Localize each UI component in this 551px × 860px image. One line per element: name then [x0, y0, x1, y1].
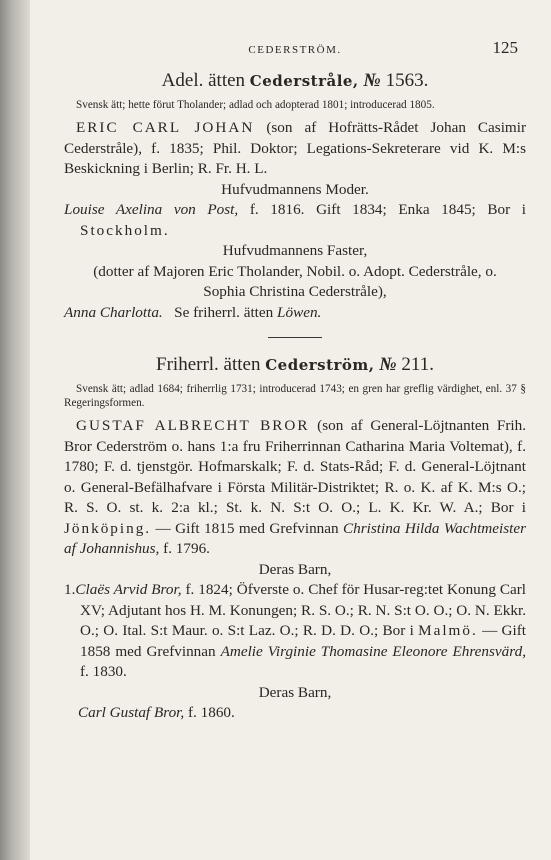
title-prefix: Friherrl. ätten: [156, 354, 261, 375]
grandchild-entry: [64, 703, 526, 724]
child-entry: [64, 580, 526, 683]
running-title: CEDERSTRÖM.: [248, 44, 342, 56]
aunt-text: (dotter af Majoren Eric Tholander, Nobil. o. Adopt. Cederstråle, o. Sophia Christina Cederstråle),: [93, 262, 497, 300]
entry-gustaf-albrecht-bror: [64, 416, 526, 560]
page-number: 125: [492, 38, 518, 57]
child-wife-name: Amelie Virginie Thomasine Eleonore Ehrensvärd,: [220, 642, 526, 660]
family-name: Cederström,: [265, 356, 375, 374]
aunt-heading: Hufvudmannens Faster,: [222, 242, 368, 259]
mother-city: Stockholm.: [80, 221, 170, 239]
family-note: Svensk ätt; hette förut Tholander; adlad och adopterad 1801; introducerad 1805.: [76, 99, 435, 111]
family-number: 1563.: [385, 70, 429, 91]
grandchildren-heading: Deras Barn,: [258, 683, 332, 701]
entry-text: (son af Hofrätts-Rådet Johan Casimir Cederstråle), f. 1835; Phil. Doktor; Legations-Sekreterare vid K. M:s Beskickning i Berlin; R. Fr. H. L.: [64, 119, 527, 177]
section-title-cederstrale: [64, 70, 526, 92]
child-number: 1.: [64, 581, 76, 598]
mother-entry: [64, 200, 526, 241]
aunt-name: Anna Charlotta.: [64, 303, 163, 321]
book-gutter: [0, 0, 30, 860]
entry-city: Jönköping.: [64, 519, 152, 537]
mother-text: f. 1816. Gift 1834; Enka 1845; Bor i: [249, 201, 527, 218]
title-prefix: Adel. ätten: [161, 70, 246, 91]
entry-name: ERIC CARL JOHAN: [76, 119, 255, 136]
page-content: [64, 38, 526, 724]
section-divider: [268, 337, 322, 338]
child-name: Claës Arvid Bror,: [75, 581, 182, 598]
grandchild-name: Carl Gustaf Bror,: [78, 704, 185, 721]
wife-born: f. 1796.: [163, 540, 210, 557]
family-number: 211.: [401, 354, 434, 375]
entry-name: GUSTAF ALBRECHT BROR: [76, 417, 310, 434]
grandchild-born: f. 1860.: [188, 704, 235, 721]
number-sign: №: [363, 70, 381, 91]
mother-heading: Hufvudmannens Moder.: [221, 180, 369, 198]
children-heading: Deras Barn,: [258, 560, 332, 578]
child-marriage: — Gift 1858 med Grefvinnan: [80, 622, 527, 660]
section-title-cederstrom: [64, 354, 526, 376]
mother-name: Louise Axelina von Post,: [64, 201, 239, 218]
family-name: Cederstråle,: [249, 72, 359, 90]
entry-marriage: — Gift 1815 med Grefvinnan: [155, 519, 339, 537]
child-wife-born: f. 1830.: [80, 663, 127, 680]
number-sign: №: [379, 354, 397, 375]
child-city: Malmö.: [418, 622, 478, 639]
page-header: [64, 38, 526, 62]
entry-eric-carl-johan: [64, 118, 526, 180]
wife-name: Christina Hilda Wachtmeister af Johannishus,: [64, 519, 526, 557]
book-page: [30, 0, 551, 860]
family-note: Svensk ätt; adlad 1684; friherrlig 1731; introducerad 1743; en gren har greflig värdighet, enl. 37 § Regeringsformen.: [64, 383, 526, 409]
aunt-ref: Se friherrl. ätten: [174, 303, 274, 321]
aunt-ref-family: Löwen.: [277, 303, 322, 321]
child-text: f. 1824; Öfverste o. Chef för Husar-reg:tet Konung Carl XV; Adjutant hos H. M. Konungen; R. S. O.; R. N. S:t O. O.; O. N. Ekkr. O.; O. Ital. S:t Maur. o. S:t Laz. O.; R. D. D. O.; Bor i: [80, 581, 527, 639]
entry-text: (son af General-Löjtnanten Frih. Bror Cederström o. hans 1:a fru Friherrinnan Catharina Maria Voltemat), f. 1780; F. d. tjenstgör. Hofmarskalk; F. d. Stats-Råd; F. d. General-Löjtnant o. General-Befälhafvare i Första Militär-Distriktet; R. o. K. af K. M:s O.; R. S. O. st. k. 2:a kl.; St. k. N. S:t O. O.; L. K. Kr. W. A.; Bor i: [64, 417, 526, 516]
aunt-entry: [64, 303, 526, 324]
